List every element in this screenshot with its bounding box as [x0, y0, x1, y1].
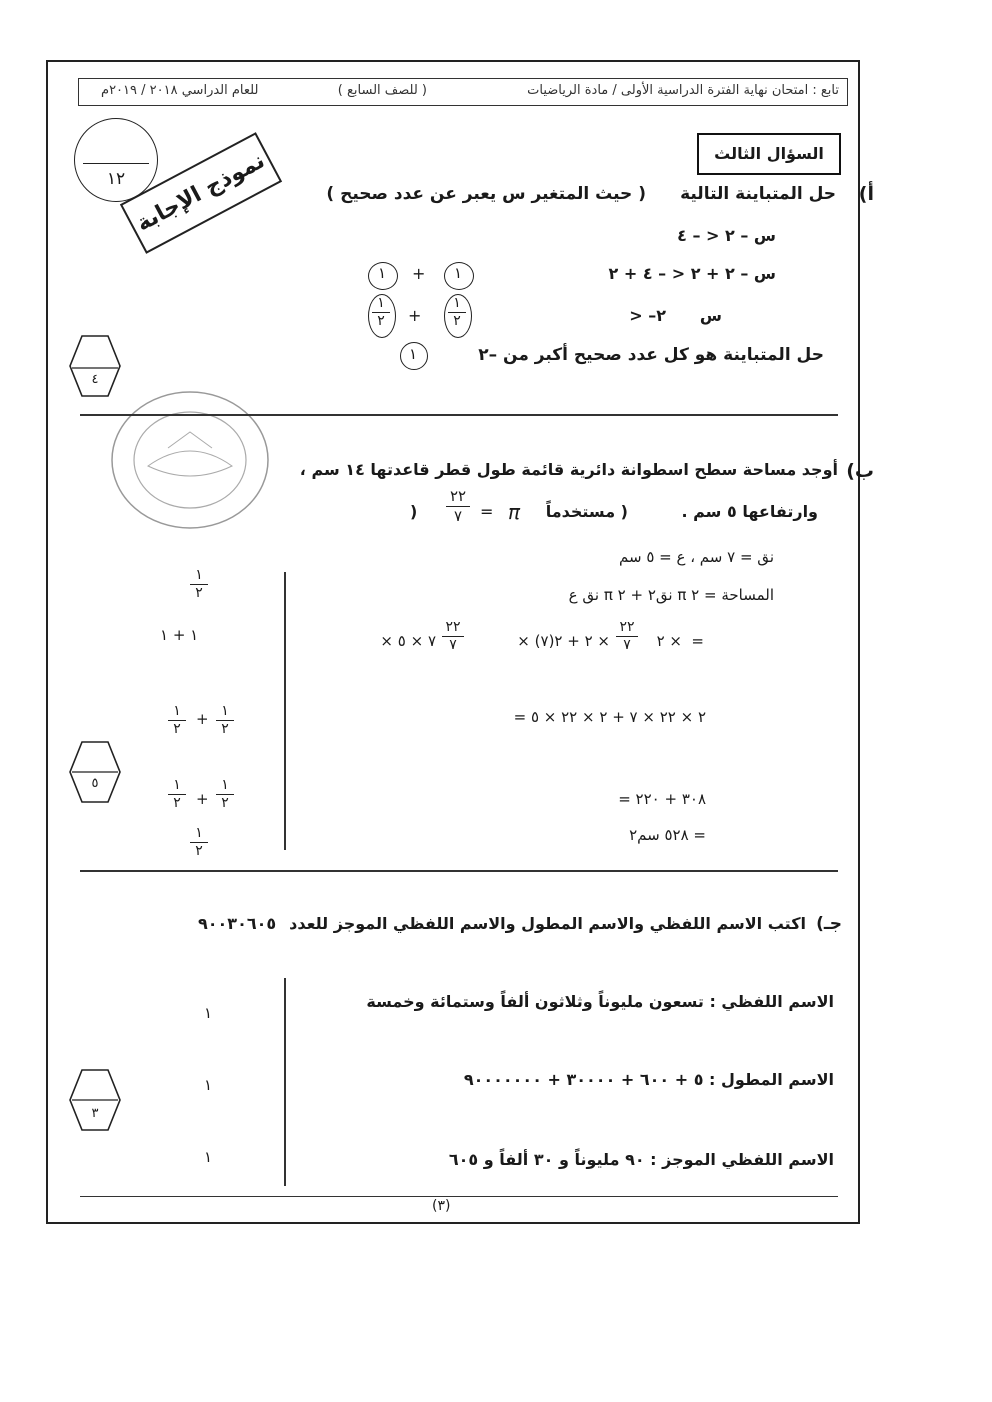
section-divider-2: [80, 870, 838, 872]
part-b-step3: = ٣٠٨ + ٢٢٠: [618, 790, 706, 808]
step1-frac-b-num: ٢٢: [445, 619, 461, 635]
mark-a-r1-a: ١: [377, 264, 387, 282]
total-score-value: ١٢: [106, 169, 126, 189]
part-b-use-open: ( مستخدماً: [545, 502, 628, 521]
part-c-verbal: الاسم اللفظي : تسعون مليوناً وثلاثون ألفاً وستمائة وخمسة: [366, 992, 834, 1011]
part-b-pi: π: [508, 500, 521, 524]
mark-a-r2-a-den: ٢: [377, 313, 385, 330]
mark-b-2-a-den: ٢: [221, 721, 229, 738]
header-year: للعام الدراسي ٢٠١٨ / ٢٠١٩م: [101, 83, 259, 98]
mark-b-4: [190, 826, 208, 860]
marks-column-divider-c: [284, 978, 286, 1186]
part-a-condition: ( حيث المتغير س يعبر عن عدد صحيح ): [326, 184, 646, 204]
mark-b-4-den: ٢: [195, 843, 203, 860]
step1-two-a: ٢ ×: [656, 632, 682, 650]
step1-frac-a: [616, 620, 638, 654]
part-c-number: ٩٠٠٣٠٦٠٥: [198, 914, 277, 933]
total-score-line: [83, 163, 149, 164]
step1-frac-b-den: ٧: [449, 637, 457, 654]
mark-b-0: [190, 568, 208, 602]
part-c-short: الاسم اللفظي الموجز : ٩٠ مليوناً و ٣٠ ألفاً و ٦٠٥: [448, 1150, 834, 1169]
part-a-prompt: حل المتباينة التالية: [680, 184, 836, 204]
score-hexagon-b: [68, 740, 122, 804]
mark-b-0-num: ١: [195, 567, 203, 583]
part-a-line1: س – ٢ < – ٤: [677, 226, 776, 245]
score-hexagon-c-value: ٣: [91, 1106, 99, 1121]
mark-a-r2-a: [372, 296, 390, 330]
mark-b-3-b-num: ١: [173, 777, 181, 793]
part-c-expanded: الاسم المطول : ٥ + ٦٠٠ + ٣٠٠٠٠ + ٩٠٠٠٠٠٠٠: [463, 1070, 834, 1089]
step1-tail: × ٧ × ٥: [380, 632, 436, 650]
part-c-label: جـ): [816, 914, 842, 934]
part-b-eq: =: [480, 502, 494, 521]
mark-b-2-a: [216, 704, 234, 738]
step1-frac-a-den: ٧: [623, 637, 631, 654]
marks-column-divider-b: [284, 572, 286, 850]
part-b-formula: المساحة = ٢ π نق٢ + ٢ π نق ع: [568, 586, 774, 604]
part-b-prompt2: وارتفاعها ٥ سم .: [681, 502, 818, 521]
mark-a-r2-b: [448, 296, 466, 330]
header-follow: تابع : امتحان نهاية الفترة الدراسية الأولى / مادة الرياضيات: [527, 83, 839, 98]
mark-a-r2-b-den: ٢: [453, 313, 461, 330]
mark-b-3-b: [168, 778, 186, 812]
step1-frac-a-num: ٢٢: [619, 619, 635, 635]
part-b-step2: = ٢ × ٢٢ × ٧ + ٢ × ٢٢ × ٥: [513, 708, 706, 726]
page-number: (٣): [432, 1198, 451, 1214]
score-hexagon-b-value: ٥: [91, 776, 99, 791]
mark-b-3-a-den: ٢: [221, 795, 229, 812]
part-b-use-close: ): [410, 502, 418, 521]
score-hexagon-c: [68, 1068, 122, 1132]
exam-header: [78, 78, 848, 106]
part-a-line2: س – ٢ + ٢ < – ٤ + ٢: [608, 264, 776, 283]
part-b-prompt1: أوجد مساحة سطح اسطوانة دائرية قائمة طول قطر قاعدتها ١٤ سم ،: [299, 460, 838, 479]
mark-b-1: ١ + ١: [160, 626, 199, 644]
mark-b-2-b-num: ١: [173, 703, 181, 719]
part-b-frac-num: ٢٢: [449, 487, 467, 505]
mark-a-r2-a-num: ١: [377, 295, 385, 311]
mark-a-r2-b-num: ١: [453, 295, 461, 311]
question-title: السؤال الثالث: [714, 144, 824, 163]
mark-b-2-b-den: ٢: [173, 721, 181, 738]
part-b-frac-den: ٧: [453, 506, 463, 525]
question-title-box: [697, 133, 841, 175]
part-a-label: أ): [858, 183, 874, 205]
part-b-pi-value: [446, 488, 470, 524]
mark-b-2-b: [168, 704, 186, 738]
mark-c-1: ١: [204, 1004, 213, 1022]
mark-b-3-a-num: ١: [221, 777, 229, 793]
school-seal: [108, 388, 272, 532]
part-a-answer: حل المتباينة هو كل عدد صحيح أكبر من –٢: [478, 345, 824, 365]
mark-a-r2-plus: +: [408, 306, 422, 325]
footer-line: [80, 1196, 838, 1197]
mark-b-2-plus: +: [196, 710, 209, 728]
mark-b-3-a: [216, 778, 234, 812]
mark-b-0-den: ٢: [195, 585, 203, 602]
header-grade: ( للصف السابع ): [337, 83, 427, 98]
answer-key-stamp-text: نموذج الإجابة: [132, 148, 269, 237]
section-divider-1: [80, 414, 838, 416]
score-hexagon-a-value: ٤: [91, 372, 99, 387]
part-b-step4: = ٥٢٨ سم٢: [629, 826, 706, 844]
part-a-line3-lhs: س: [699, 306, 722, 325]
mark-b-3-b-den: ٢: [173, 795, 181, 812]
part-c-prompt: اكتب الاسم اللفظي والاسم المطول والاسم اللفظي الموجز للعدد: [289, 914, 806, 933]
mark-c-3: ١: [204, 1148, 213, 1166]
part-b-given: نق = ٧ سم ، ع = ٥ سم: [618, 548, 774, 566]
mark-b-4-num: ١: [195, 825, 203, 841]
mark-a-r1-plus: +: [412, 264, 426, 283]
mark-c-2: ١: [204, 1076, 213, 1094]
step1-eq: =: [691, 632, 704, 650]
mark-a-r1-b: ١: [453, 264, 463, 282]
part-b-label: ب): [846, 460, 874, 482]
part-a-line3-rhs: > –٢: [629, 306, 666, 325]
step1-mid: × (٧)٢ + ٢ ×: [517, 632, 610, 650]
mark-b-3-plus: +: [196, 790, 209, 808]
part-b-step1: [340, 620, 710, 664]
step1-frac-b: [442, 620, 464, 654]
mark-a-r3: ١: [408, 345, 418, 363]
mark-b-2-a-num: ١: [221, 703, 229, 719]
